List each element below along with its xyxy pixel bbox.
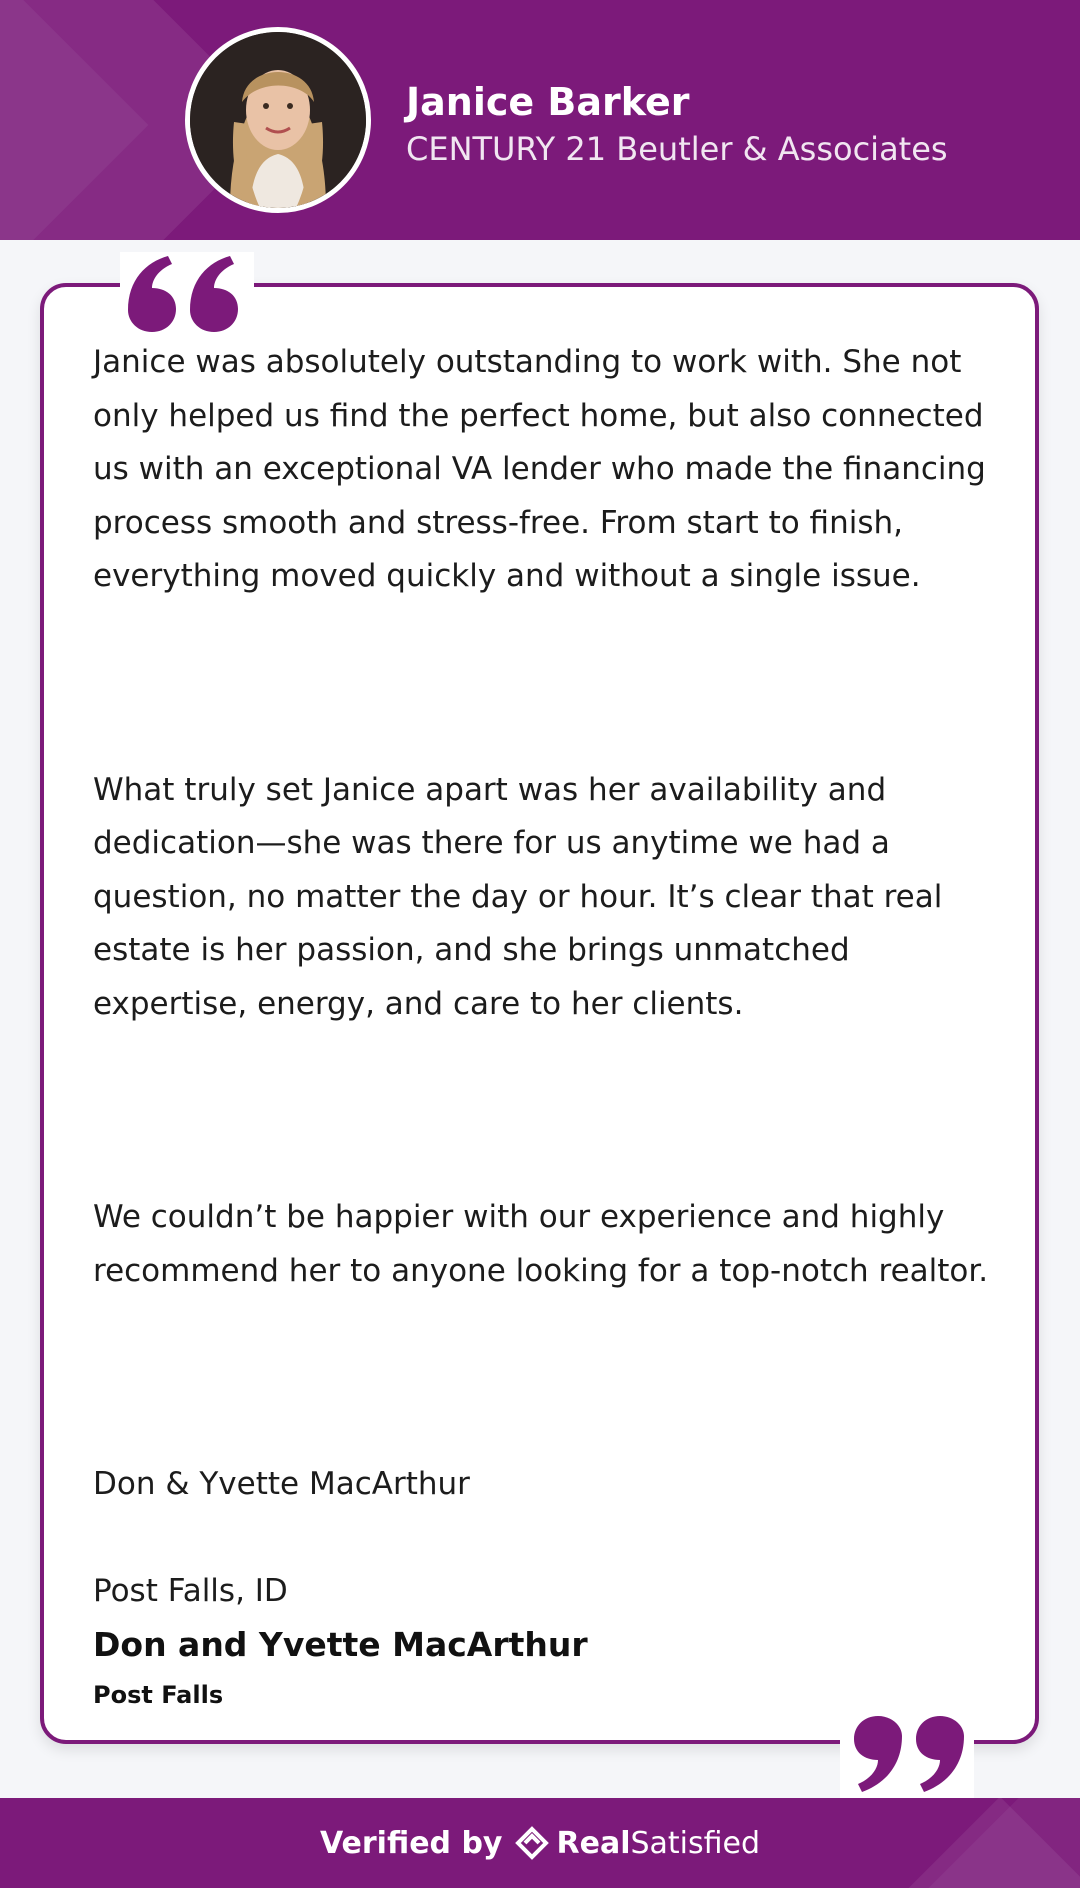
verified-badge[interactable]: [0, 1798, 1080, 1888]
realsatisfied-diamond-icon: [515, 1826, 549, 1860]
review-signature-names: Don & Yvette MacArthur: [93, 1466, 470, 1502]
verified-footer: [0, 1798, 1080, 1888]
agent-name: Janice Barker: [406, 80, 690, 124]
review-text: [93, 336, 993, 1618]
reviewer-city: Post Falls: [93, 1681, 224, 1709]
review-paragraph: Janice was absolutely outstanding to work with. She not only helped us find the perfect home, but also connected us with an exceptional VA lender who made the financing process smooth and stress-free. From start to finish, everything moved quickly and without a single issue.: [93, 344, 986, 594]
review-signature-location: Post Falls, ID: [93, 1572, 288, 1609]
agent-photo-icon: [190, 32, 366, 208]
reviewer-name: Don and Yvette MacArthur: [93, 1625, 588, 1664]
review-paragraph: What truly set Janice apart was her availability and dedication—she was there for us anytime we had a question, no matter the day or hour. It’s clear that real estate is her passion, and she brings unmatched expertise, energy, and care to her clients.: [93, 771, 943, 1022]
open-quote-icon: [120, 252, 254, 342]
brand-name-light: Satisfied: [630, 1825, 761, 1861]
brand-name-bold: Real: [556, 1825, 631, 1861]
close-quote-icon: [840, 1710, 974, 1800]
agent-company: CENTURY 21 Beutler & Associates: [406, 130, 948, 168]
profile-header: [0, 0, 1080, 240]
review-paragraph: We couldn’t be happier with our experience and highly recommend her to anyone looking for a top-notch realtor.: [93, 1199, 989, 1289]
agent-avatar: [185, 27, 371, 213]
verified-label: Verified by: [319, 1825, 503, 1861]
